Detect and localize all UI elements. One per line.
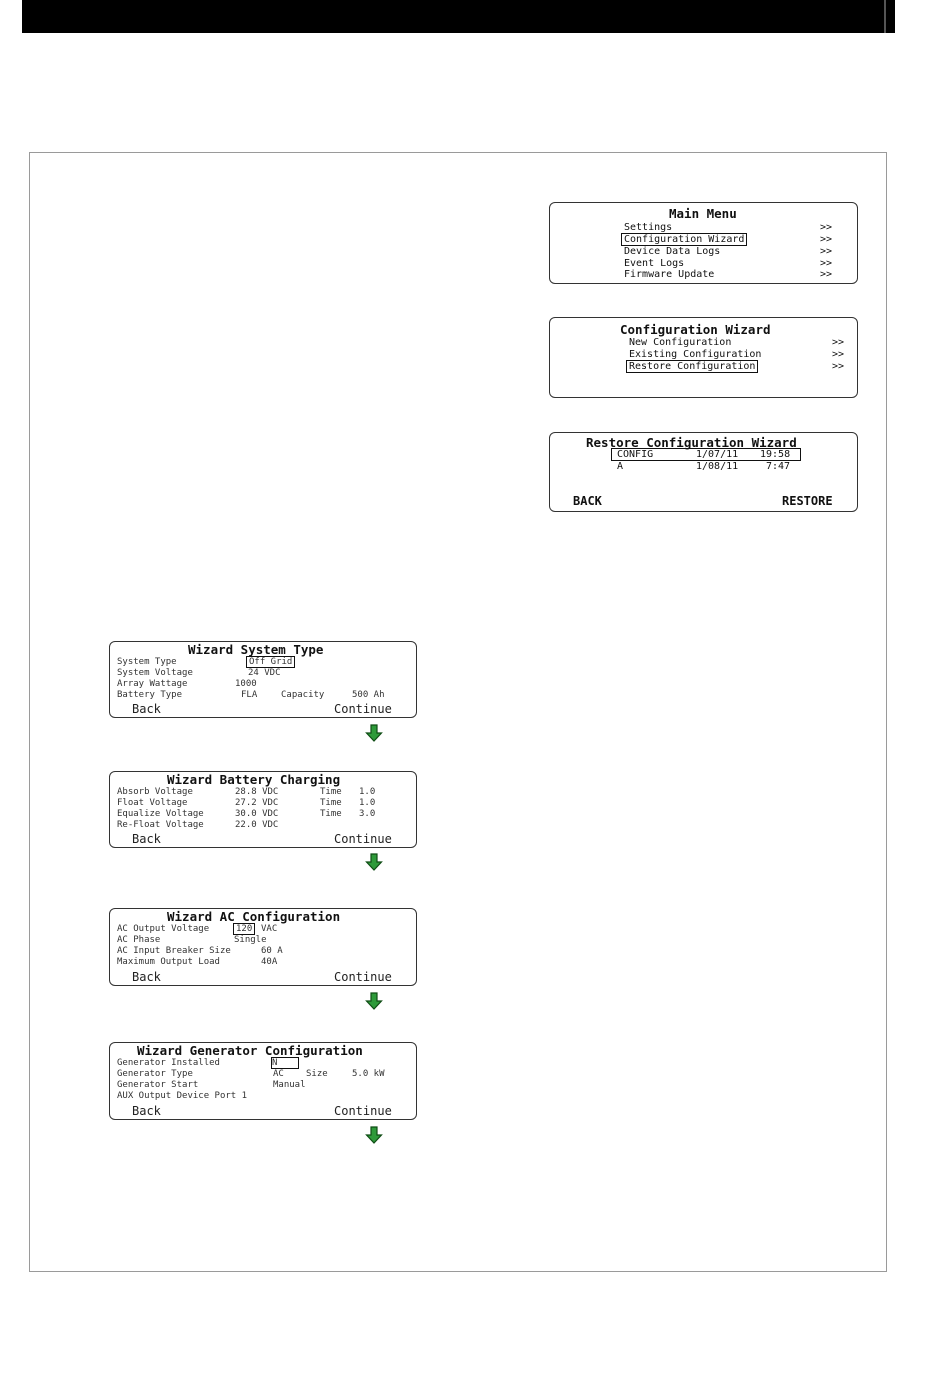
back-softkey[interactable]: BACK [573, 494, 602, 508]
restore-row-time: 19:58 [760, 449, 791, 460]
absorb-voltage-value[interactable]: 28.8 VDC [235, 787, 279, 797]
absorb-time-label: Time [320, 787, 342, 797]
header-bar-notch [884, 0, 886, 33]
float-voltage-value[interactable]: 27.2 VDC [235, 798, 279, 808]
down-arrow-icon [365, 724, 383, 742]
restore-row-date: 1/07/11 [696, 449, 739, 460]
menu-item-event-logs[interactable]: Event Logs [624, 258, 685, 269]
float-time-label: Time [320, 798, 342, 808]
header-bar [22, 0, 895, 33]
menu-item-restore-configuration[interactable]: Restore Configuration [629, 361, 756, 372]
max-output-load-value[interactable]: 40A [261, 957, 278, 967]
ac-phase-label: AC Phase [117, 935, 161, 945]
absorb-voltage-label: Absorb Voltage [117, 787, 193, 797]
equalize-time-label: Time [320, 809, 342, 819]
wizard-ac-configuration-screen [109, 908, 417, 986]
wizard-generator-configuration-screen [109, 1042, 417, 1120]
menu-arrow: >> [832, 361, 845, 372]
generator-installed-field[interactable]: N [272, 1058, 298, 1068]
down-arrow-icon [365, 992, 383, 1010]
generator-type-label: Generator Type [117, 1069, 193, 1079]
ac-phase-value[interactable]: Single [234, 935, 267, 945]
generator-start-value[interactable]: Manual [273, 1080, 306, 1090]
generator-size-value[interactable]: 5.0 kW [352, 1069, 385, 1079]
restore-configuration-title: Restore Configuration Wizard [586, 435, 797, 450]
menu-item-firmware-update[interactable]: Firmware Update [624, 269, 715, 280]
menu-arrow: >> [820, 246, 833, 257]
equalize-voltage-value[interactable]: 30.0 VDC [235, 809, 279, 819]
wizard-battery-charging-screen [109, 771, 417, 848]
system-voltage-value[interactable]: 24 VDC [248, 668, 281, 678]
absorb-time-value[interactable]: 1.0 [359, 787, 376, 797]
wizard-generator-configuration-title: Wizard Generator Configuration [137, 1043, 363, 1058]
battery-type-value[interactable]: FLA [241, 690, 258, 700]
configuration-wizard-screen [549, 317, 858, 398]
configuration-wizard-title: Configuration Wizard [620, 322, 771, 337]
system-type-label: System Type [117, 657, 177, 667]
continue-softkey[interactable]: Continue [334, 702, 392, 716]
capacity-label: Capacity [281, 690, 325, 700]
menu-arrow: >> [820, 222, 833, 233]
generator-type-value[interactable]: AC [273, 1069, 284, 1079]
equalize-voltage-label: Equalize Voltage [117, 809, 204, 819]
ac-output-voltage-field[interactable]: 120 [236, 924, 253, 934]
restore-configuration-screen [549, 432, 858, 512]
menu-arrow: >> [832, 349, 845, 360]
max-output-load-label: Maximum Output Load [117, 957, 220, 967]
refloat-voltage-value[interactable]: 22.0 VDC [235, 820, 279, 830]
wizard-system-type-screen [109, 641, 417, 718]
ac-output-voltage-unit: VAC [261, 924, 278, 934]
down-arrow-icon [365, 853, 383, 871]
back-softkey[interactable]: Back [132, 832, 161, 846]
restore-row-name: CONFIG [617, 449, 654, 460]
menu-item-device-data-logs[interactable]: Device Data Logs [624, 246, 721, 257]
float-voltage-label: Float Voltage [117, 798, 188, 808]
restore-row-time: 7:47 [766, 461, 791, 472]
wizard-ac-configuration-title: Wizard AC Configuration [167, 909, 341, 924]
restore-row-date: 1/08/11 [696, 461, 739, 472]
menu-item-existing-configuration[interactable]: Existing Configuration [629, 349, 762, 360]
array-wattage-label: Array Wattage [117, 679, 188, 689]
wizard-battery-charging-title: Wizard Battery Charging [167, 772, 341, 787]
main-menu-title: Main Menu [669, 206, 737, 221]
float-time-value[interactable]: 1.0 [359, 798, 376, 808]
aux-output-label: AUX Output Device Port 1 [117, 1091, 248, 1101]
menu-item-settings[interactable]: Settings [624, 222, 673, 233]
equalize-time-value[interactable]: 3.0 [359, 809, 376, 819]
continue-softkey[interactable]: Continue [334, 1104, 392, 1118]
continue-softkey[interactable]: Continue [334, 832, 392, 846]
ac-breaker-value[interactable]: 60 A [261, 946, 283, 956]
ac-breaker-label: AC Input Breaker Size [117, 946, 231, 956]
back-softkey[interactable]: Back [132, 702, 161, 716]
back-softkey[interactable]: Back [132, 1104, 161, 1118]
generator-start-label: Generator Start [117, 1080, 199, 1090]
menu-arrow: >> [832, 337, 845, 348]
menu-arrow: >> [820, 258, 833, 269]
generator-installed-label: Generator Installed [117, 1058, 220, 1068]
refloat-voltage-label: Re-Float Voltage [117, 820, 204, 830]
menu-arrow: >> [820, 234, 833, 245]
battery-type-label: Battery Type [117, 690, 183, 700]
menu-arrow: >> [820, 269, 833, 280]
system-voltage-label: System Voltage [117, 668, 193, 678]
ac-output-voltage-label: AC Output Voltage [117, 924, 210, 934]
back-softkey[interactable]: Back [132, 970, 161, 984]
down-arrow-icon [365, 1126, 383, 1144]
capacity-value[interactable]: 500 Ah [352, 690, 385, 700]
system-type-field[interactable]: Off Grid [249, 657, 293, 667]
menu-item-new-configuration[interactable]: New Configuration [629, 337, 732, 348]
generator-size-label: Size [306, 1069, 328, 1079]
main-menu-screen [549, 202, 858, 284]
array-wattage-value[interactable]: 1000 [235, 679, 257, 689]
wizard-system-type-title: Wizard System Type [188, 642, 324, 657]
menu-item-configuration-wizard[interactable]: Configuration Wizard [624, 234, 745, 245]
continue-softkey[interactable]: Continue [334, 970, 392, 984]
restore-row-name[interactable]: A [617, 461, 624, 472]
restore-softkey[interactable]: RESTORE [782, 494, 833, 508]
